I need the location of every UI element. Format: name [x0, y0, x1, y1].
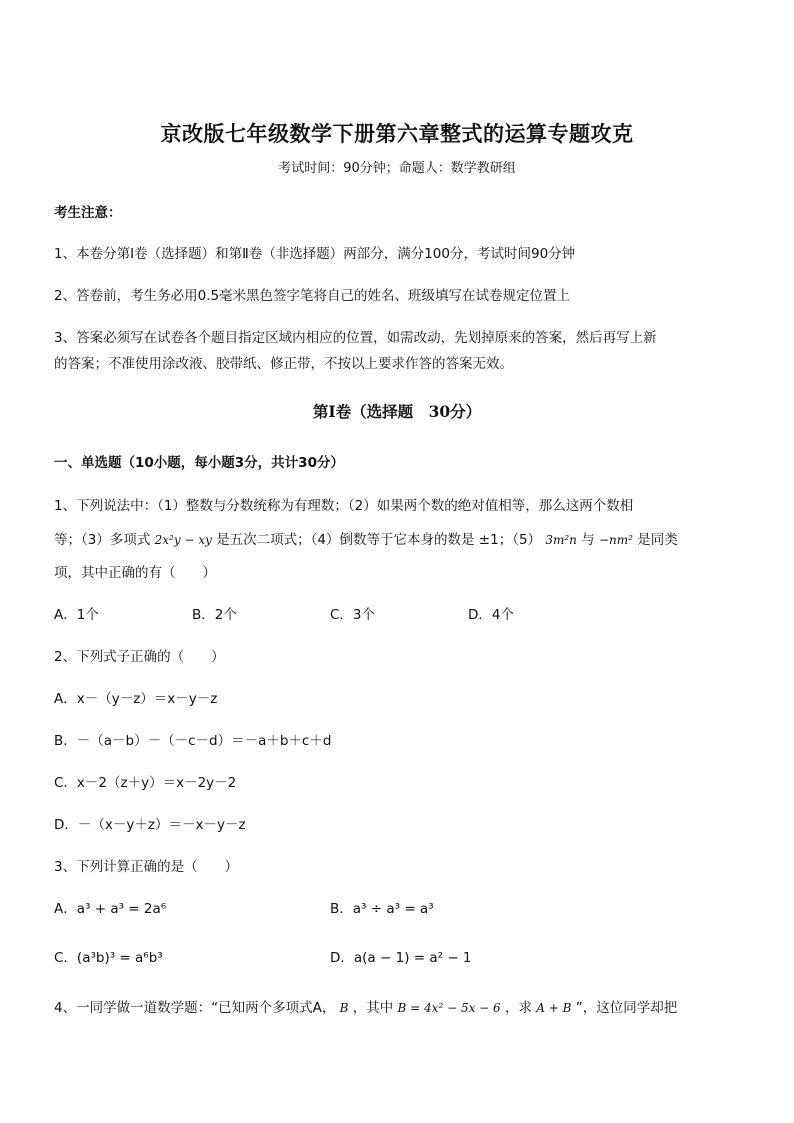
q1-text-a: 等；（3）多项式 [54, 532, 151, 548]
notice-item-3: 3、答案必须写在试卷各个题目指定区域内相应的位置，如需改动，先划掉原来的答案，然后再写上新 [54, 330, 657, 346]
q4-line-1 [54, 996, 677, 1016]
q2-option-a: A．x－（y－z）＝x－y－z [54, 691, 218, 707]
q3-option-a: A．a³ + a³ = 2a⁶ [54, 901, 167, 917]
q2-option-d: D．－（x－y＋z）＝－x－y－z [54, 817, 246, 833]
q3-option-d: D．a(a − 1) = a² − 1 [330, 950, 472, 966]
q1-text-c: 与 [581, 532, 595, 548]
q4-text-c: ，其中 [352, 1000, 394, 1016]
q1-expr-term-1: 3m²n [545, 533, 577, 547]
section-heading: 一、单选题（10小题，每小题3分，共计30分） [54, 455, 344, 471]
q4-text-e: ”，这位同学却把 [575, 1000, 678, 1016]
q1-text-d: 是同类 [637, 532, 678, 548]
q2-stem: 2、下列式子正确的（ ） [54, 649, 225, 665]
notice-item-1: 1、本卷分第Ⅰ卷（选择题）和第Ⅱ卷（非选择题）两部分，满分100分，考试时间90分钟 [54, 246, 576, 262]
q3-option-c: C．(a³b)³ = a⁶b³ [54, 950, 163, 966]
notice-item-2: 2、答卷前，考生务必用0.5毫米黑色签字笔将自己的姓名、班级填写在试卷规定位置上 [54, 288, 571, 304]
exam-info: 考试时间：90分钟；命题人：数学教研组 [278, 161, 516, 176]
q4-var-b: B [339, 1001, 349, 1015]
q3-option-b: B．a³ ÷ a³ = a³ [330, 901, 434, 917]
q1-option-c: C．3个 [330, 607, 376, 623]
part1-title: 第Ⅰ卷（选择题 30分） [312, 402, 482, 421]
q2-option-b: B．－（a－b）－（－c－d）＝－a＋b＋c＋d [54, 733, 332, 749]
q1-option-a: A．1个 [54, 607, 99, 623]
q4-expr-sum: A + B [536, 1001, 572, 1015]
q3-stem: 3、下列计算正确的是（ ） [54, 859, 239, 875]
q2-option-c: C．x－2（z＋y）＝x－2y－2 [54, 775, 237, 791]
q4-text-a: 4、一同学做一道数学题：“已知两个多项式A， [54, 1000, 336, 1016]
page-title: 京改版七年级数学下册第六章整式的运算专题攻克 [160, 121, 634, 146]
q1-expr-polynomial: 2x²y − xy [154, 533, 212, 547]
q4-expr-b: B = 4x² − 5x − 6 [397, 1001, 501, 1015]
q1-expr-term-2: −nm² [599, 533, 633, 547]
q1-line-3: 项，其中正确的有（ ） [54, 565, 216, 581]
q1-option-b: B．2个 [192, 607, 237, 623]
notice-item-3-cont: 的答案；不准使用涂改液、胶带纸、修正带，不按以上要求作答的答案无效。 [54, 356, 513, 372]
q1-option-d: D．4个 [468, 607, 514, 623]
q1-line-1: 1、下列说法中：（1）整数与分数统称为有理数；（2）如果两个数的绝对值相等，那么这两个数相 [54, 498, 634, 514]
q1-text-b: 是五次二项式；（4）倒数等于它本身的数是 ±1；（5） [216, 532, 542, 548]
notice-heading: 考生注意： [54, 205, 122, 221]
q1-line-2 [54, 528, 678, 548]
q4-text-d: ，求 [504, 1000, 532, 1016]
